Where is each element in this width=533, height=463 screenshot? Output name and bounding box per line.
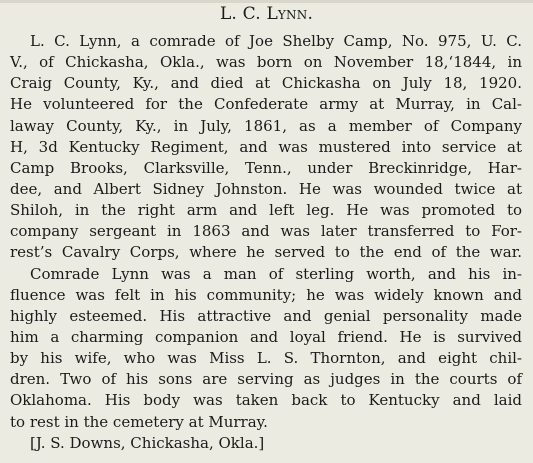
body-line: V., of Chickasha, Okla., was born on November 18,‘1844, in xyxy=(10,53,522,72)
article-title xyxy=(0,4,533,24)
body-line: company sergeant in 1863 and was later transferred to For- xyxy=(10,222,522,241)
body-line: him a charming companion and loyal friend. He is survived xyxy=(10,327,522,346)
body-line: He volunteered for the Confederate army at Murray, in Cal- xyxy=(10,95,522,114)
page-top-edge xyxy=(0,0,533,3)
body-line: rest’s Cavalry Corps, where he served to the end of the war. xyxy=(10,243,522,262)
body-line: Oklahoma. His body was taken back to Kentucky and laid xyxy=(10,391,522,410)
body-line: laway County, Ky., in July, 1861, as a member of Company xyxy=(10,116,522,135)
body-line: Craig County, Ky., and died at Chickasha on July 18, 1920. xyxy=(10,74,522,93)
body-line: fluence was felt in his community; he was widely known and xyxy=(10,285,522,304)
article-title-text: L. C. Lynn. xyxy=(219,4,314,24)
body-line: by his wife, who was Miss L. S. Thornton, and eight chil- xyxy=(10,349,522,368)
body-line: highly esteemed. His attractive and genial personality made xyxy=(10,306,522,325)
body-line: Camp Brooks, Clarksville, Tenn., under Breckinridge, Har- xyxy=(10,158,522,177)
body-line: Comrade Lynn was a man of sterling worth, and his in- xyxy=(30,264,522,283)
body-line: Shiloh, in the right arm and left leg. He was promoted to xyxy=(10,201,522,220)
body-line: to rest in the cemetery at Murray. xyxy=(10,412,268,431)
body-line: L. C. Lynn, a comrade of Joe Shelby Camp, No. 975, U. C. xyxy=(30,32,522,50)
article-body xyxy=(10,31,522,454)
signature-line: [J. S. Downs, Chickasha, Okla.] xyxy=(30,433,265,452)
body-line: dee, and Albert Sidney Johnston. He was wounded twice at xyxy=(10,179,522,198)
body-line: dren. Two of his sons are serving as judges in the courts of xyxy=(10,370,522,389)
body-line: H, 3d Kentucky Regiment, and was mustered into service at xyxy=(10,137,522,156)
